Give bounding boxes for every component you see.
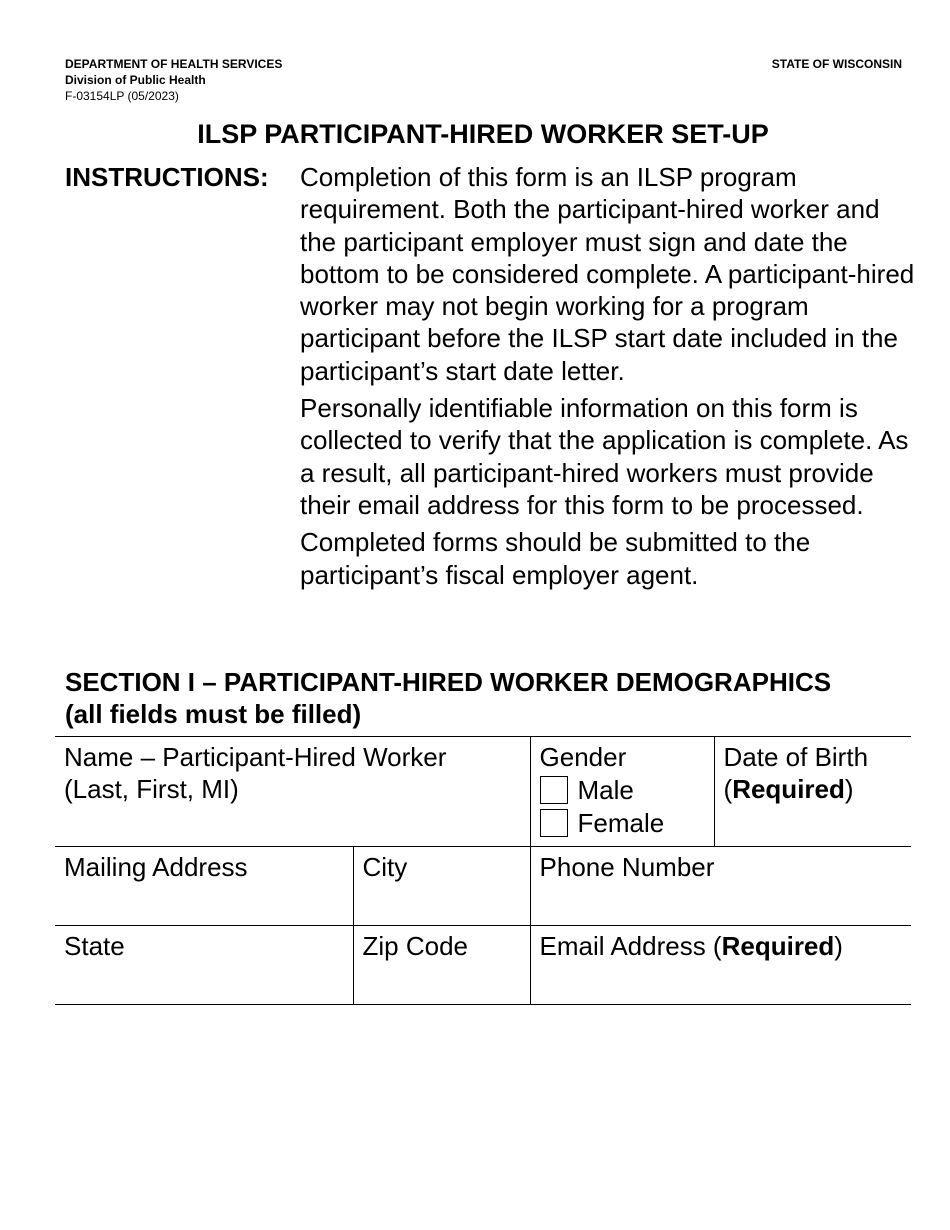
worker-name-field[interactable] xyxy=(55,737,530,847)
female-checkbox[interactable] xyxy=(540,809,568,837)
gender-field xyxy=(530,737,714,847)
instructions-paragraph: Personally identifiable information on this form is collected to verify that the application is complete. As a result, all participant-hired workers must provide their email address for this form to be processed. xyxy=(300,393,909,520)
gender-option-male[interactable] xyxy=(540,774,706,806)
worker-name-label: Name – Participant-Hired Worker xyxy=(64,742,447,772)
zip-code-field[interactable] xyxy=(353,926,530,1005)
date-of-birth-required: (Required) xyxy=(723,774,854,804)
date-of-birth-field[interactable] xyxy=(714,737,911,847)
gender-label: Gender xyxy=(539,742,627,772)
department-name: DEPARTMENT OF HEALTH SERVICES xyxy=(65,57,283,71)
demographics-table xyxy=(55,736,911,1005)
worker-name-sublabel: (Last, First, MI) xyxy=(64,774,239,804)
instructions-paragraph: Completed forms should be submitted to the participant’s fiscal employer agent. xyxy=(300,527,811,590)
zip-code-label: Zip Code xyxy=(362,931,468,961)
state-label: State xyxy=(64,931,125,961)
phone-number-label: Phone Number xyxy=(539,852,715,882)
city-label: City xyxy=(362,852,408,882)
section-1-subtitle: (all fields must be filled) xyxy=(65,699,362,729)
division-name: Division of Public Health xyxy=(65,73,206,87)
agency-header xyxy=(65,56,282,104)
date-of-birth-label: Date of Birth xyxy=(723,742,869,772)
city-field[interactable] xyxy=(353,847,530,926)
state-field[interactable] xyxy=(55,926,353,1005)
state-name: STATE OF WISCONSIN xyxy=(771,57,902,71)
male-checkbox[interactable] xyxy=(540,776,568,804)
instructions-label: INSTRUCTIONS: xyxy=(65,162,269,192)
instructions-body xyxy=(300,161,915,596)
email-address-label: Email Address (Required) xyxy=(539,931,843,961)
instructions-paragraph: Completion of this form is an ILSP program requirement. Both the participant-hired worker and the participant employer must sign and date the bottom to be considered complete. A participant-hired worker may not begin working for a program participant before the ILSP start date included in the participant’s start date letter. xyxy=(300,162,915,386)
section-1-title: SECTION I – PARTICIPANT-HIRED WORKER DEMOGRAPHICS xyxy=(65,667,832,697)
mailing-address-label: Mailing Address xyxy=(64,852,248,882)
male-label: Male xyxy=(577,775,634,805)
gender-option-female[interactable] xyxy=(540,807,706,839)
mailing-address-field[interactable] xyxy=(55,847,353,926)
required-marker: Required xyxy=(721,931,835,961)
female-label: Female xyxy=(577,808,665,838)
required-marker: Required xyxy=(732,774,845,804)
email-address-field[interactable] xyxy=(530,926,911,1005)
phone-number-field[interactable] xyxy=(530,847,911,926)
form-number: F-03154LP (05/2023) xyxy=(65,89,179,103)
section-1-heading xyxy=(65,666,925,730)
page-title: ILSP PARTICIPANT-HIRED WORKER SET-UP xyxy=(197,119,769,149)
